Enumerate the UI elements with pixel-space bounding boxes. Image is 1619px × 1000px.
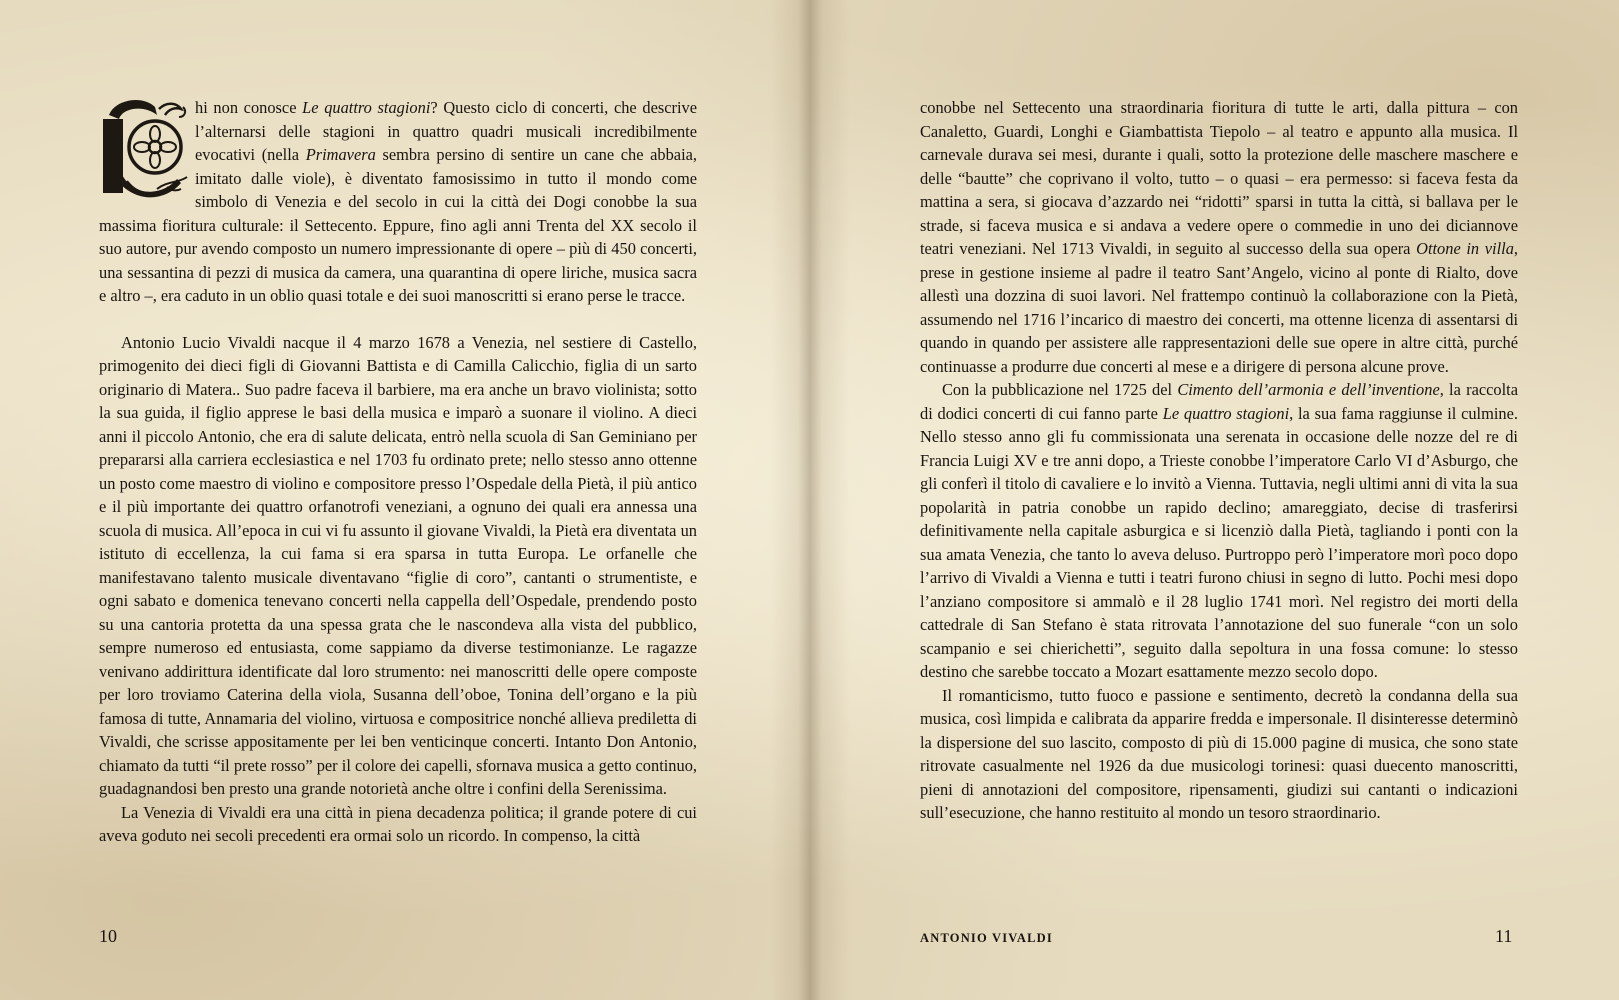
text-run: ? Questo ciclo di concerti, che descrive l’alternarsi delle stagioni in quattro quadri musicali incredibilmente evocativi (nella [195, 98, 697, 164]
running-head: ANTONIO VIVALDI [920, 931, 1053, 945]
paragraph-3: La Venezia di Vivaldi era una città in piena decadenza politica; il grande potere di cui aveva goduto nei secoli precedenti era ormai solo un ricordo. In compenso, la città [99, 802, 697, 845]
italic-title: Le quattro stagioni [1162, 403, 1290, 423]
paragraph-2: Antonio Lucio Vivaldi nacque il 4 marzo 1678 a Venezia, nel sestiere di Castello, primogenito dei dieci figli di Giovanni Battista e di Camilla Calicchio, figlia di un sarto originario di Matera.. Suo padre faceva il barbiere, ma era anche un bravo violinista; sotto la sua guida, il figlio apprese le basi della musica e imparò a suonare il violino. A dieci anni il piccolo Antonio, che era di salute delicata, entrò nella scuola di San Geminiano per prepararsi alla carriera ecclesiastica e nel 1703 fu ordinato prete; nello stesso anno ottenne un posto come maestro di violino e compositore presso l’Ospedale della Pietà, il più antico e il più importante dei quattro orfanotrofi veneziani, a ognuno dei quali era annessa una scuola di musica. All’epoca in cui vi fu assunto il giovane Vivaldi, la Pietà era diventata un istituto di eccellenza, la cui fama si era sparsa in tutta Europa. Le orfanelle che manifestavano talento musicale diventavano “figlie di coro”, cantanti o strumentiste, e ogni sabato e domenica tenevano concerti nella cappella dell’Ospedale, prendendo posto su una cantoria protetta da una spessa grata che le nascondeva alla vista del pubblico, sempre numeroso ed entusiasta, come sappiamo da diverse testimonianze. Le ragazze venivano addirittura identificate dal loro strumento: nei manoscritti delle opere composte per loro troviamo Caterina della viola, Susanna dell’oboe, Tonina dell’organo e la più famosa di tutte, Annamaria del violino, virtuosa e compositrice nonché allieva prediletta di Vivaldi, che scrisse appositamente per lei ben venticinque concerti. Intanto Don Antonio, chiamato da tutti “il prete rosso” per il colore dei capelli, sfornava musica a getto continuo, guadagnandosi ben presto una grande notorietà anche oltre i confini della Serenissima. [99, 332, 697, 798]
page-number-right: 11 [1495, 926, 1513, 946]
text-run: sembra persino di sentire un cane che abbaia, imitato dalle viole), è diventato famosissimo in tutto il mondo come simbolo di Venezia e del secolo in cui la città dei Dogi conobbe la sua massima fioritura culturale: il Settecento. Eppure, fino agli anni Trenta del XX secolo il suo autore, pur avendo composto un numero impressionante di opere – più di 450 concerti, una sessantina di pezzi di musica da camera, una quarantina di opere liriche, musica sacra e altro –, era caduto in un oblio quasi totale e dei suoi manoscritti si erano perse le tracce. [99, 145, 697, 305]
paragraph-2 [920, 378, 1518, 684]
text-run: hi non conosce [195, 98, 303, 117]
italic-title: Ottone in villa [1416, 239, 1514, 258]
italic-title: Cimento dell’armonia e dell’inventione [1177, 380, 1440, 399]
paragraph-3: Il romanticismo, tutto fuoco e passione e sentimento, decretò la condanna della sua musica, così limpida e calibrata da apparire fredda e impersonale. Il disinteresse determinò la dispersione del suo lascito, composto di più di 15.000 pagine di musica, che sono state ritrovate casualmente nel 1926 da due musicologi torinesi: quasi duecento manoscritti, pieni di annotazioni del compositore, ripensamenti, giudizi sui cantanti o indicazioni sull’esecuzione, che hanno restituito al mondo un tesoro straordinario. [920, 685, 1518, 822]
text-run: , la sua fama raggiunse il culmine. Nello stesso anno gli fu commissionata una serenata in occasione delle nozze del re di Francia Luigi XV e tre anni dopo, a Trieste conobbe l’imperatore Carlo VI d’Asburgo, che gli conferì il titolo di cavaliere e lo invitò a Vienna. Tuttavia, negli ultimi anni di vita la sua popolarità in patria conobbe un rapido declino; amareggiato, decise di trasferirsi definitivamente nella capitale asburgica e si licenziò dalla Pietà, tagliando i ponti con la sua amata Venezia, che tanto lo aveva deluso. Purtroppo però l’imperatore morì poco dopo l’arrivo di Vivaldi a Vienna e tutti i teatri furono chiusi in segno di lutto. Pochi mesi dopo l’anziano compositore si ammalò e il 28 luglio 1741 morì. Nel registro dei morti della cattedrale di San Stefano è stata ritrovata l’annotazione del suo funerale “con un solo scampanio e sei chierichetti”, seguito dalla sepoltura in una fossa comune: lo stesso destino che sarebbe toccato a Mozart esattamente mezzo secolo dopo. [920, 403, 1518, 681]
paragraph-1 [920, 96, 1518, 378]
right-page [920, 96, 1518, 825]
left-page [99, 96, 697, 848]
text-run: Con la pubblicazione nel 1725 del [942, 380, 1178, 399]
book-gutter [770, 0, 850, 1000]
text-run: , la raccolta di dodici concerti di cui fanno parte [920, 380, 1518, 423]
text-run: conobbe nel Settecento una straordinaria fioritura di tutte le arti, dalla pittura – con Canaletto, Guardi, Longhi e Giambattista Tiepolo – al teatro e appunto alla musica. Il carnevale durava sei mesi, durante i quali, sotto la protezione delle maschere maschere e delle “bautte” che coprivano il volto, tutto – o quasi – era permesso: si faceva festa da mattina a sera, si giocava d’azzardo nei “ridotti” sparsi in tutta la città, si ballava per le strade, si faceva musica e si andava a vedere opere o commedie in uno dei diciannove teatri veneziani. Nel 1713 Vivaldi, in seguito al successo della sua opera [920, 98, 1518, 258]
italic-title: Le quattro stagioni [302, 98, 431, 117]
ornamental-dropcap-c-icon [97, 97, 191, 201]
text-run: , prese in gestione insieme al padre il teatro Sant’Angelo, vicino al ponte di Rialto, dove allestì una dozzina di suoi lavori. Nel frattempo continuò la collaborazione con la Pietà, assumendo nel 1716 l’incarico di maestro dei concerti, ma ottenne licenza di assentarsi di quando in quando per assistere alle rappresentazioni delle sue opere in altre città, purché continuasse a produrre due concerti al mese e a dirigere di persona alcune prove. [920, 239, 1518, 376]
page-number-left: 10 [99, 926, 117, 946]
italic-title: Primavera [305, 145, 376, 164]
